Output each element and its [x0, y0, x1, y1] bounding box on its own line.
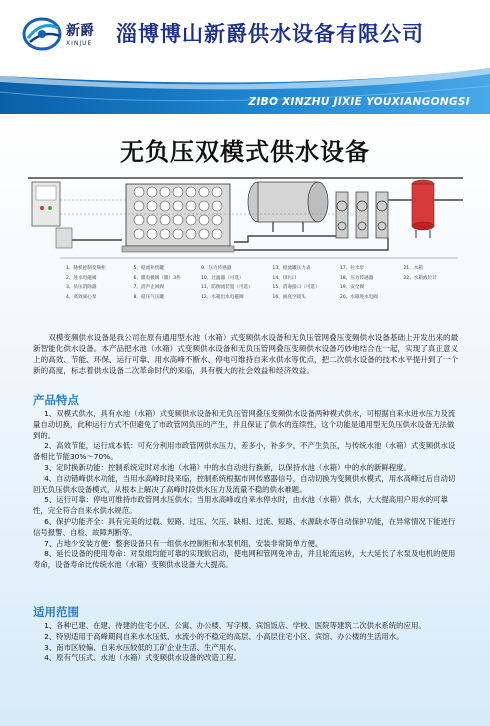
legend-item: 1、随机控制变频柜 [66, 266, 106, 271]
feature-item: 6、保护功能齐全：具有完美的过载、短路、过压、欠压、缺相、过流、短路、水源缺水等自动保护功能，在异常情况下能进行信号报警、自检、故障判断等。 [33, 516, 456, 537]
company-name: 淄博博山新爵供水设备有限公司 [116, 22, 424, 46]
legend-item: 5、稳流补偿罐 [133, 266, 164, 271]
stabilizing-tank-icon [248, 182, 328, 232]
legend-item: 8、稳压气压罐 [133, 294, 164, 300]
logo-text: 新爵 [66, 23, 94, 39]
usage-item: 2、特别适用于高峰期间自来水水压低、水流小的不稳定的高层、小高层住宅小区、宾馆、办公楼的生活用水。 [44, 631, 404, 641]
feature-item: 8、延长设备的使用寿命：对泵组均能可靠的实现软启动，使电网和管网免冲击，并且轮流运转，大大延长了水泵及电机的使用寿命，设备寿命比传统水池（水箱）变频供水设备大大提高。 [33, 549, 456, 570]
feature-item: 4、自动错峰供水功能，当用水高峰时段来临，控制系统根据市网传感器信号，自动切换为变频供水模式，用水高峰过后自动切回无负压供水设备模式，从根本上解决了高峰时段供水压力及流量不稳的供水难题。 [33, 473, 456, 494]
water-tank-icon [122, 184, 234, 252]
pump-unit-icon [336, 192, 388, 238]
legend-item: 6、膜电极阀（膜）3件 [133, 275, 181, 281]
legend-item: 10、过滤器（可选） [200, 275, 244, 281]
legend-item: 7、消声止回阀 [133, 285, 164, 290]
legend-item: 16、抽真空接头 [272, 294, 306, 300]
legend-item: 14、排污口 [272, 275, 297, 281]
legend-item: 19、安全阀 [339, 285, 365, 290]
usage-list [33, 621, 461, 664]
feature-item: 7、占地少安装方便：整套设备只有一组供水控制柜和水泵机组，安装非常简单方便。 [44, 538, 323, 548]
features-heading: 产品特点 [33, 393, 79, 407]
feature-item: 5、运行可靠：停电可维持市政管网水压供水；当用水高峰或自来水停水时，由水池（水箱）供水，大大提高用户用水的可靠性，完全符合自来水供水规范。 [33, 495, 448, 516]
company-pinyin: ZIBO XINZHU JIXIE YOUXIANGONGSI [248, 96, 470, 108]
legend-item: 2、进水电磁阀 [66, 275, 97, 281]
legend-item: 18、压力传感器 [339, 275, 374, 281]
legend-item: 21、水箱 [403, 266, 423, 271]
company-logo-icon [22, 16, 66, 52]
diagram-legend [66, 264, 466, 302]
usage-item: 4、原有气压式、水池（水箱）式变频供水设备的改造工程。 [44, 653, 241, 663]
legend-item: 20、水箱进水电阀 [339, 294, 378, 300]
legend-item: 4、高效离心泵 [66, 294, 97, 300]
header [0, 0, 490, 62]
product-title: 无负压双模式供水设备 [120, 138, 370, 166]
feature-item: 3、定时换新功能：控制系统定时对水池（水箱）中的水自动进行换新，以保持水池（水箱）中的水的新鲜程度。 [44, 462, 411, 472]
legend-item: 15、消毒接口（可选） [272, 285, 320, 290]
legend-item: 11、防倒流装置（可选） [200, 285, 253, 290]
legend-item: 3、负压消除器 [66, 285, 97, 290]
legend-item: 17、拉水泵 [339, 266, 365, 271]
legend-item: 9、压力传感器 [200, 266, 232, 271]
usage-item: 3、南市区较偏、自来水压较低的工矿企业生活、生产用水。 [44, 642, 241, 652]
logo-english: XINJUE [66, 40, 93, 47]
legend-item: 12、水箱出水电磁阀 [200, 294, 244, 300]
feature-item: 2、高效节能，运行成本低：可充分利用市政管网供水压力，差多小，补多少，不产生负压，与传统水池（水箱）式变频供水设备相比节能30%～70%。 [33, 441, 456, 462]
feature-item: 1、双模式供水，具有水池（水箱）式变频供水设备和无负压管网叠压变频供水设备两种模式供水，可根据自来水进水压力及流量自动切换，此种运行方式不但避免了市政管网负压的产生，并且保证了供水的连续性，这个功能是通用型无负压供水设备无法做到的。 [33, 409, 456, 440]
intro-paragraph: 双模变频供水设备是我公司在原有通用型水池（水箱）式变频供水设备和无负压管网叠压变频供水设备基础上开发出来的最新智能化供水设备。本产品把水池（水箱）式变频供水设备和无负压管网叠压变频供水设备巧妙地结合在一起，实现了真正意义上的高效、节能、环保、运行可靠、用水高峰不断水、停电可维持自来水供水等优点，把二次供水设备的技术水平提升到了一个新的高度，标志着供水设备二次革命时代的来临，具有极大的社会效益和经济效益。 [33, 333, 459, 375]
usage-heading: 适用范围 [33, 605, 79, 619]
features-list [33, 409, 461, 571]
legend-item: 22、水箱液位计 [403, 275, 437, 281]
legend-item: 13、稳流罐压力表 [272, 266, 311, 271]
pressure-tank-icon [412, 180, 434, 238]
usage-item: 1、各种已建、在建、待建的住宅小区、公寓、办公楼、写字楼、宾馆饭店、学校、医院等建筑二次供水系统的应用。 [44, 621, 426, 630]
